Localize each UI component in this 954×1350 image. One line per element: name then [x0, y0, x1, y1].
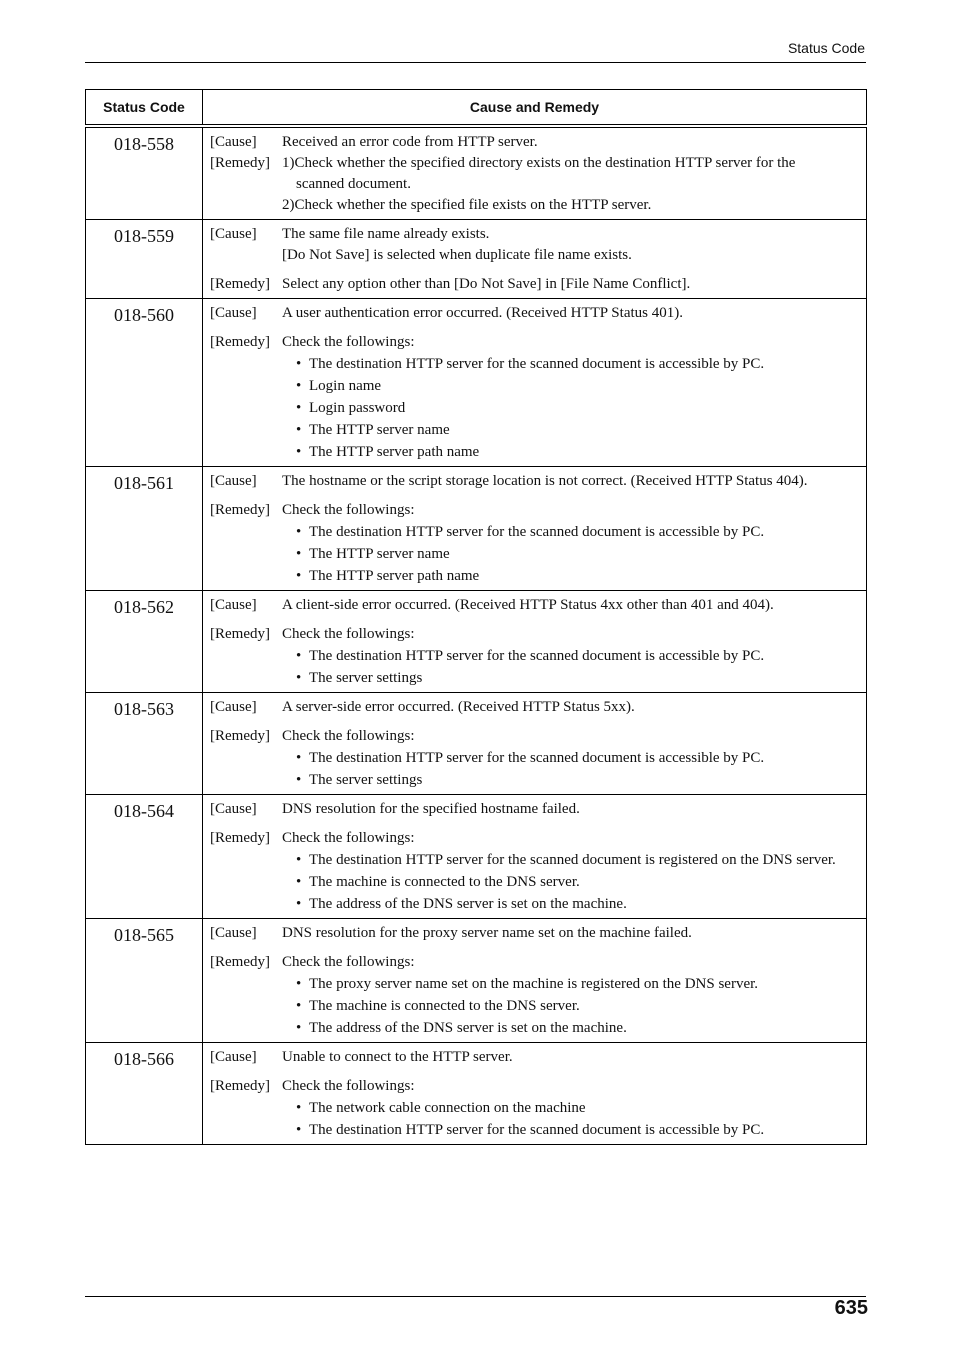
list-item: The machine is connected to the DNS server. — [309, 998, 580, 1014]
remedy-text: Check the followings: — [282, 954, 415, 970]
status-code: 018-563 — [86, 693, 203, 795]
remedy-text-continued: scanned document. — [296, 176, 411, 192]
cause-remedy-cell — [203, 299, 867, 467]
cause-tag: [Cause] — [210, 801, 257, 817]
list-item: The destination HTTP server for the scanned document is accessible by PC. — [309, 356, 765, 372]
status-code: 018-564 — [86, 795, 203, 919]
running-header-title: Status Code — [787, 40, 865, 56]
remedy-text: Check the followings: — [282, 502, 415, 518]
status-code: 018-562 — [86, 591, 203, 693]
remedy-tag: [Remedy] — [210, 728, 270, 744]
header-rule — [85, 62, 866, 63]
list-item: The destination HTTP server for the scanned document is accessible by PC. — [309, 648, 765, 664]
table-row — [86, 795, 867, 919]
list-item: The HTTP server name — [309, 546, 450, 562]
list-item: The destination HTTP server for the scanned document is accessible by PC. — [309, 750, 765, 766]
cause-remedy-cell — [203, 1043, 867, 1145]
table-header-row — [86, 90, 867, 127]
status-code: 018-558 — [86, 126, 203, 220]
bullet-icon: • — [296, 1122, 302, 1138]
cause-text: A client-side error occurred. (Received HTTP Status 4xx other than 401 and 404). — [282, 597, 774, 613]
cause-tag: [Cause] — [210, 134, 257, 150]
column-header-cause-and-remedy: Cause and Remedy — [203, 90, 867, 127]
cause-tag: [Cause] — [210, 473, 257, 489]
remedy-text: Check the followings: — [282, 1078, 415, 1094]
bullet-icon: • — [296, 976, 302, 992]
bullet-icon: • — [296, 422, 302, 438]
table-row — [86, 693, 867, 795]
cause-tag: [Cause] — [210, 305, 257, 321]
remedy-tag: [Remedy] — [210, 276, 270, 292]
remedy-text: 2)Check whether the specified file exists on the HTTP server. — [282, 197, 652, 213]
cause-tag: [Cause] — [210, 925, 257, 941]
table-row — [86, 919, 867, 1043]
remedy-text: Check the followings: — [282, 334, 415, 350]
remedy-text: Check the followings: — [282, 830, 415, 846]
bullet-icon: • — [296, 546, 302, 562]
bullet-icon: • — [296, 400, 302, 416]
list-item: Login name — [309, 378, 382, 394]
remedy-tag: [Remedy] — [210, 954, 270, 970]
cause-tag: [Cause] — [210, 1049, 257, 1065]
cause-remedy-cell — [203, 795, 867, 919]
status-code: 018-559 — [86, 220, 203, 299]
cause-remedy-cell — [203, 693, 867, 795]
cause-tag: [Cause] — [210, 699, 257, 715]
status-code: 018-561 — [86, 467, 203, 591]
table-row — [86, 299, 867, 467]
table-row — [86, 220, 867, 299]
status-code: 018-566 — [86, 1043, 203, 1145]
cause-remedy-cell — [203, 919, 867, 1043]
cause-text: DNS resolution for the proxy server name set on the machine failed. — [282, 925, 692, 941]
bullet-icon: • — [296, 874, 302, 890]
bullet-icon: • — [296, 1020, 302, 1036]
list-item: The destination HTTP server for the scanned document is registered on the DNS server. — [309, 852, 836, 868]
list-item: The address of the DNS server is set on the machine. — [309, 896, 627, 912]
list-item: The network cable connection on the machine — [309, 1100, 586, 1116]
cause-remedy-cell — [203, 126, 867, 220]
footer-rule — [85, 1296, 866, 1297]
remedy-text: Select any option other than [Do Not Save] in [File Name Conflict]. — [282, 276, 691, 292]
bullet-icon: • — [296, 444, 302, 460]
bullet-icon: • — [296, 852, 302, 868]
table-row — [86, 126, 867, 220]
table-row — [86, 591, 867, 693]
page-number: 635 — [834, 1297, 868, 1319]
list-item: The server settings — [309, 670, 423, 686]
remedy-tag: [Remedy] — [210, 1078, 270, 1094]
bullet-icon: • — [296, 648, 302, 664]
cause-remedy-cell — [203, 220, 867, 299]
remedy-tag: [Remedy] — [210, 155, 270, 171]
cause-remedy-cell — [203, 591, 867, 693]
table-row — [86, 467, 867, 591]
list-item: The destination HTTP server for the scanned document is accessible by PC. — [309, 524, 765, 540]
cause-remedy-cell — [203, 467, 867, 591]
list-item: Login password — [309, 400, 406, 416]
cause-tag: [Cause] — [210, 597, 257, 613]
bullet-icon: • — [296, 1100, 302, 1116]
bullet-icon: • — [296, 670, 302, 686]
status-code-table — [85, 89, 867, 1145]
column-header-status-code: Status Code — [86, 90, 203, 127]
list-item: The server settings — [309, 772, 423, 788]
status-code: 018-560 — [86, 299, 203, 467]
remedy-text: Check the followings: — [282, 626, 415, 642]
cause-text: [Do Not Save] is selected when duplicate file name exists. — [282, 247, 632, 263]
bullet-icon: • — [296, 356, 302, 372]
cause-text: Unable to connect to the HTTP server. — [282, 1049, 513, 1065]
bullet-icon: • — [296, 568, 302, 584]
list-item: The HTTP server path name — [309, 444, 480, 460]
list-item: The HTTP server path name — [309, 568, 480, 584]
bullet-icon: • — [296, 998, 302, 1014]
list-item: The proxy server name set on the machine is registered on the DNS server. — [309, 976, 759, 992]
list-item: The address of the DNS server is set on the machine. — [309, 1020, 627, 1036]
remedy-tag: [Remedy] — [210, 502, 270, 518]
cause-text: A user authentication error occurred. (Received HTTP Status 401). — [282, 305, 683, 321]
bullet-icon: • — [296, 772, 302, 788]
table-row — [86, 1043, 867, 1145]
bullet-icon: • — [296, 896, 302, 912]
cause-text: DNS resolution for the specified hostname failed. — [282, 801, 580, 817]
cause-text: A server-side error occurred. (Received HTTP Status 5xx). — [282, 699, 635, 715]
cause-text: Received an error code from HTTP server. — [282, 134, 538, 150]
bullet-icon: • — [296, 750, 302, 766]
list-item: The destination HTTP server for the scanned document is accessible by PC. — [309, 1122, 765, 1138]
list-item: The HTTP server name — [309, 422, 450, 438]
bullet-icon: • — [296, 524, 302, 540]
remedy-tag: [Remedy] — [210, 830, 270, 846]
list-item: The machine is connected to the DNS server. — [309, 874, 580, 890]
bullet-icon: • — [296, 378, 302, 394]
remedy-text: 1)Check whether the specified directory exists on the destination HTTP server for the — [282, 155, 796, 171]
status-code: 018-565 — [86, 919, 203, 1043]
remedy-tag: [Remedy] — [210, 334, 270, 350]
cause-text: The hostname or the script storage location is not correct. (Received HTTP Status 404). — [282, 473, 808, 489]
cause-tag: [Cause] — [210, 226, 257, 242]
cause-text: The same file name already exists. — [282, 226, 490, 242]
remedy-text: Check the followings: — [282, 728, 415, 744]
remedy-tag: [Remedy] — [210, 626, 270, 642]
